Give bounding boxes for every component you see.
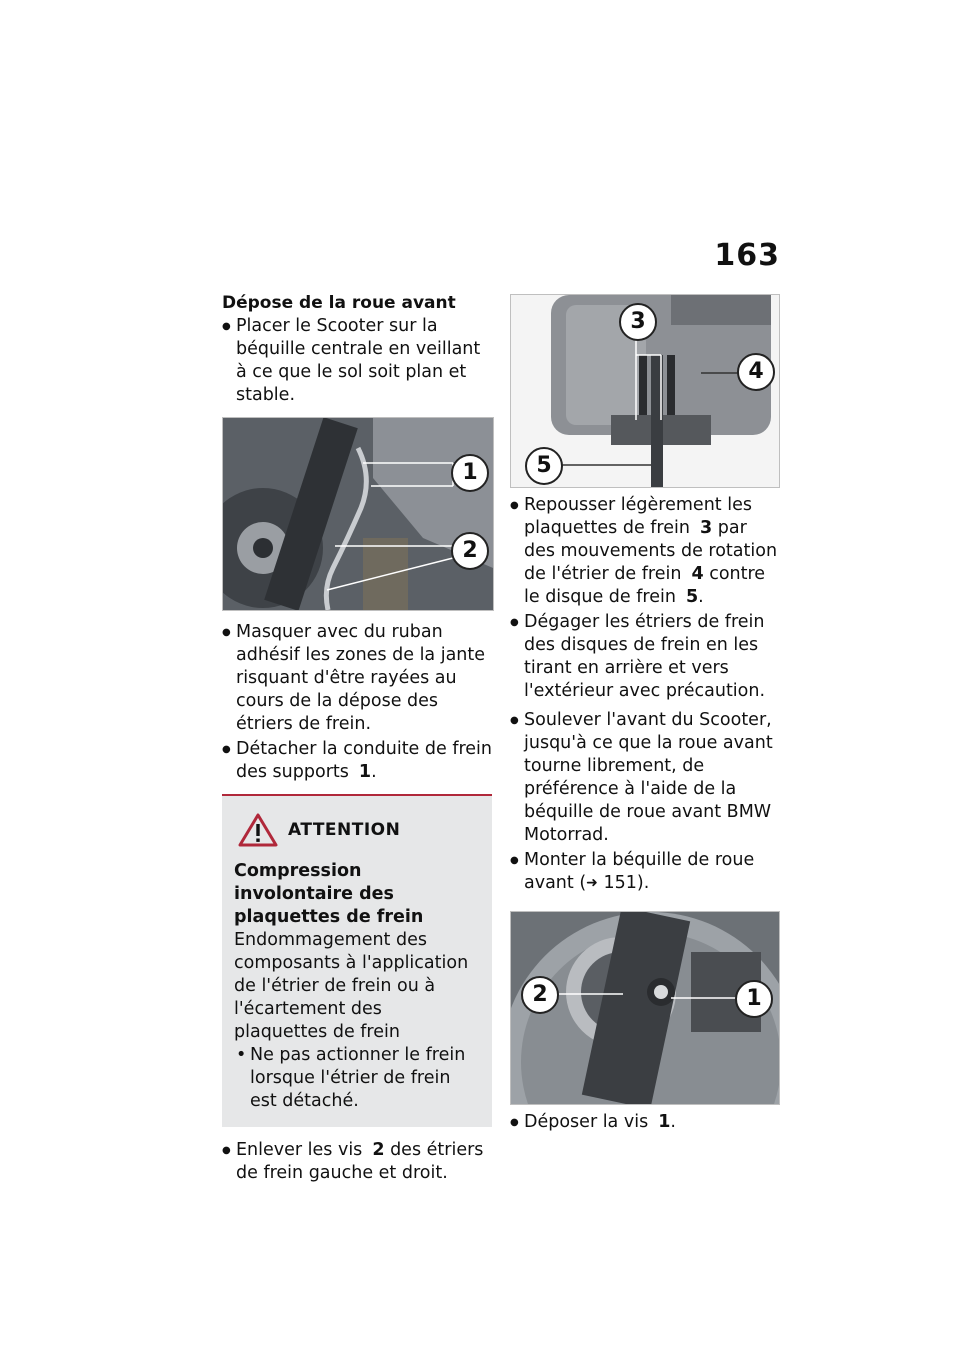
attention-subject: Compression involontaire des plaquettes de frein <box>234 861 424 927</box>
figure-label: 2 <box>521 976 559 1014</box>
part-number: 1 <box>358 762 372 782</box>
page-number: 163 <box>714 238 780 273</box>
step-remove-screw: ● Déposer la vis 1. <box>510 1111 782 1134</box>
figure-brake-caliper <box>510 294 780 488</box>
step-mount-stand: ● Monter la béquille de roue avant (➜ 151). <box>510 849 782 895</box>
attention-box <box>222 794 492 1127</box>
step-place-scooter: ● Placer le Scooter sur la béquille centrale en veillant à ce que le sol soit plan et stable. <box>222 315 492 407</box>
part-number: 1 <box>658 1112 671 1132</box>
attention-consequence: Endommagement des composants à l'application de l'étrier de frein ou à l'écartement des plaquettes de frein <box>234 930 469 1042</box>
page-reference: 151 <box>603 873 637 893</box>
step-mask-rim: ● Masquer avec du ruban adhésif les zones de la jante risquant d'être rayées au cours de la dépose des étriers de frein. <box>222 621 492 736</box>
part-number: 2 <box>372 1140 385 1160</box>
figure-label: 1 <box>451 454 489 492</box>
step-detach-brake-line: ● Détacher la conduite de frein des supports 1. <box>222 738 492 784</box>
page-reference-arrow-icon: ➜ <box>586 875 598 891</box>
warning-triangle-icon <box>238 812 278 848</box>
figure-label: 5 <box>525 447 563 485</box>
figure-label: 1 <box>735 980 773 1018</box>
right-column <box>510 292 782 1136</box>
step-push-brake-pads: ● Repousser légèrement les plaquettes de frein 3 par des mouvements de rotation de l'étrier de frein 4 contre le disque de frein 5. <box>510 494 782 609</box>
part-number: 3 <box>699 518 713 538</box>
figure-label: 4 <box>737 353 775 391</box>
part-number: 5 <box>685 587 699 607</box>
attention-title: ATTENTION <box>288 820 401 840</box>
part-number: 4 <box>691 564 704 584</box>
brake-line-illustration <box>223 418 493 610</box>
step-remove-screws: ● Enlever les vis 2 des étriers de frein gauche et droit. <box>222 1139 492 1185</box>
figure-label: 3 <box>619 303 657 341</box>
attention-instruction: • Ne pas actionner le frein lorsque l'étrier de frein est détaché. <box>234 1044 480 1113</box>
step-lift-scooter: ● Soulever l'avant du Scooter, jusqu'à ce que la roue avant tourne librement, de préférence à l'aide de la béquille de roue avant BMW Motorrad. <box>510 709 782 847</box>
figure-axle-screws <box>510 911 780 1105</box>
step-release-calipers: ● Dégager les étriers de frein des disques de frein en les tirant en arrière et vers l'extérieur avec précaution. <box>510 611 782 703</box>
section-heading: Dépose de la roue avant <box>222 293 456 313</box>
left-column <box>222 292 492 1187</box>
figure-label: 2 <box>451 532 489 570</box>
figure-brake-line-supports <box>222 417 494 611</box>
